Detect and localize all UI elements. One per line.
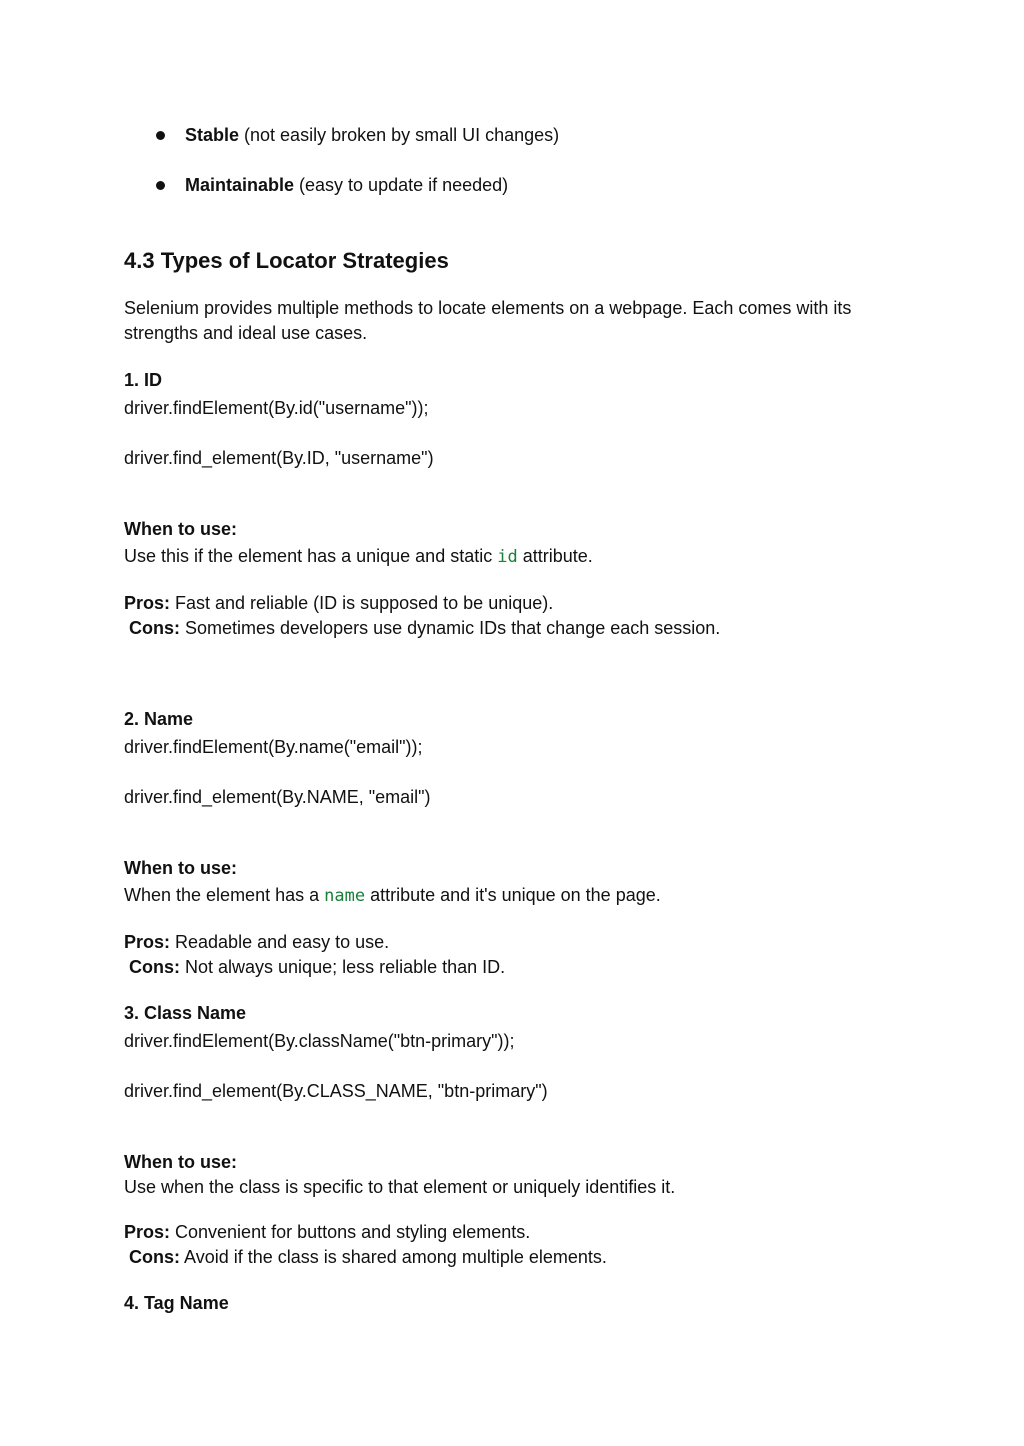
- bullet-item-stable: Stable (not easily broken by small UI changes): [185, 125, 560, 145]
- when-text-id: Use this if the element has a unique and static id attribute.: [124, 546, 593, 567]
- code-java-name: driver.findElement(By.name("email"));: [124, 737, 423, 757]
- strategy-title-id: 1. ID: [124, 370, 163, 390]
- code-java-class-name: driver.findElement(By.className("btn-primary"));: [124, 1031, 515, 1051]
- when-text-name: When the element has a name attribute and it's unique on the page.: [124, 885, 661, 906]
- code-python-name: driver.find_element(By.NAME, "email"): [124, 787, 431, 807]
- when-label-class-name: When to use:: [124, 1152, 237, 1172]
- pros-class-name: Pros: Convenient for buttons and styling elements.: [124, 1222, 531, 1242]
- inline-code-name: name: [324, 886, 366, 906]
- code-java-id: driver.findElement(By.id("username"));: [124, 398, 429, 418]
- section-heading: 4.3 Types of Locator Strategies: [124, 248, 449, 273]
- pros-id: Pros: Fast and reliable (ID is supposed to be unique).: [124, 593, 554, 613]
- pros-name: Pros: Readable and easy to use.: [124, 932, 390, 952]
- bullet-item-maintainable: Maintainable (easy to update if needed): [185, 175, 509, 195]
- section-intro: Selenium provides multiple methods to locate elements on a webpage. Each comes with its strengths and ideal use cases.: [124, 298, 852, 343]
- inline-code-id: id: [497, 547, 518, 567]
- strategy-title-tag-name: 4. Tag Name: [124, 1293, 229, 1313]
- when-label-name: When to use:: [124, 858, 237, 878]
- cons-id: Cons: Sometimes developers use dynamic IDs that change each session.: [129, 618, 721, 638]
- code-python-class-name: driver.find_element(By.CLASS_NAME, "btn-primary"): [124, 1081, 548, 1101]
- cons-name: Cons: Not always unique; less reliable than ID.: [129, 957, 506, 977]
- bullet-dot: [156, 181, 165, 190]
- bullet-dot: [156, 131, 165, 140]
- strategy-title-class-name: 3. Class Name: [124, 1003, 247, 1023]
- when-text-class-name: Use when the class is specific to that element or uniquely identifies it.: [124, 1177, 676, 1197]
- cons-class-name: Cons: Avoid if the class is shared among multiple elements.: [129, 1247, 607, 1267]
- when-label-id: When to use:: [124, 519, 237, 539]
- strategy-title-name: 2. Name: [124, 709, 194, 729]
- code-python-id: driver.find_element(By.ID, "username"): [124, 448, 434, 468]
